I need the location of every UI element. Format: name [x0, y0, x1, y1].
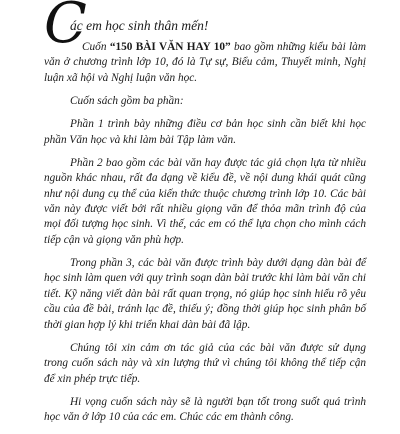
part-2-paragraph: Phần 2 bao gồm các bài văn hay được tác giả chọn lựa từ nhiều nguồn khác nhau, rất đa dạng về kiểu đề, về nội dung khái quát cũng như nội dung cụ thể của kiến thức thuộc chương trình lớp 10. Các bài văn này được viết bởi rất nhiều giọng văn để thỏa mãn trình độ của mọi đối tượng học sinh. Vì thế, các em có thể lựa chọn cho mình cách tiếp cận và giọng văn phù hợp.	[44, 156, 366, 246]
thanks-paragraph: Chúng tôi xin cảm ơn tác giả của các bài văn được sử dụng trong cuốn sách này và xin lượng thứ vì chúng tôi không thể tiếp cận để xin phép trực tiếp.	[44, 341, 366, 385]
drop-cap-letter: C	[44, 0, 87, 56]
book-title: “150 BÀI VĂN HAY 10”	[109, 41, 231, 53]
intro-before: Cuốn	[82, 41, 110, 53]
greeting-text: ác em học sinh thân mến!	[70, 18, 209, 33]
part-3-paragraph: Trong phần 3, các bài văn được trình bày dưới dạng dàn bài để học sinh làm quen với quy trình soạn dàn bài trước khi làm bài văn chi tiết. Kỹ năng viết dàn bài rất quan trọng, nó giúp học sinh hiểu rõ yêu cầu của đề bài, tránh lạc đề, thiếu ý; đồng thời giúp học sinh phân bố thời gian hợp lý khi triển khai dàn bài đã lập.	[44, 257, 366, 331]
body-text	[44, 40, 366, 434]
intro-after: bao gồm những kiểu bài làm văn ở chương trình lớp 10, đó là Tự sự, Biểu cảm, Thuyết minh, Nghị luận xã hội và Nghị luận văn học.	[44, 41, 366, 84]
contents-intro-paragraph: Cuốn sách gồm ba phần:	[70, 95, 184, 108]
closing-paragraph: Hi vọng cuốn sách này sẽ là người bạn tốt trong suốt quá trình học văn ở lớp 10 của các em. Chúc các em thành công.	[44, 395, 366, 424]
intro-paragraph	[44, 40, 366, 86]
part-1-paragraph: Phần 1 trình bày những điều cơ bản học sinh cần biết khi học phần Văn học và khi làm bài Tập làm văn.	[44, 118, 366, 146]
